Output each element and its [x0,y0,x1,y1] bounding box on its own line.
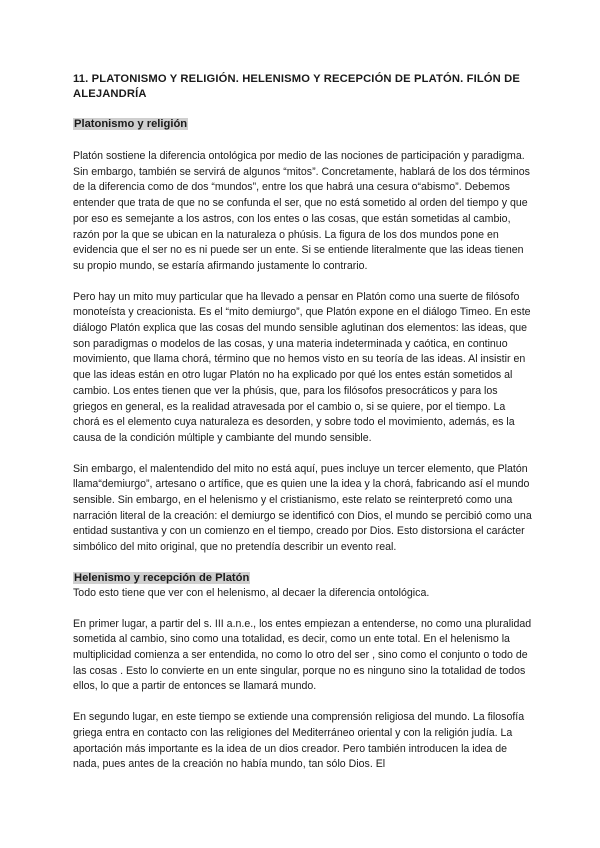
section-heading-helenismo [73,571,533,586]
document-body [73,72,533,773]
paragraph: En segundo lugar, en este tiempo se extiende una comprensión religiosa del mundo. La filosofía griega entra en contacto con las religiones del Mediterráneo oriental y con la religión judía. La aportación más importante es la idea de un dios creador. Pero también introducen la idea de nada, pues antes de la creación no había mundo, tan sólo Dios. El [73,711,525,771]
paragraph: Platón sostiene la diferencia ontológica por medio de las nociones de participación y paradigma. Sin embargo, también se servirá de algunos “mitos”. Concretamente, hablará de los dos términos de la diferencia como de dos “mundos”, entre los que habrá una cesura o“abismo”. Debemos entender que trata de que no se confunda el ser, que no está sometido al orden del tiempo y que por eso es semejante a los astros, con los entes o las cosas, que están sometidas al cambio, razón por la que se ubican en la naturaleza o phúsis. La figura de los dos mundos pone en evidencia que el ser no es ni puede ser un ente. Si se entiende literalmente que las ideas tienen su propio mundo, se estaría afirmando justamente lo contrario. [73,150,530,272]
section-heading-platonismo [73,117,533,132]
paragraph: Sin embargo, el malentendido del mito no está aquí, pues incluye un tercer elemento, que Platón llama“demiurgo”, artesano o artífice, que es quien une la idea y la chorá, fabricando así el mundo sensible. Sin embargo, en el helenismo y el cristianismo, este relato se reinterpretó como una narración literal de la creación: el demiurgo se identificó con Dios, el mundo se percibió como una entidad sustantiva y con un comienzo en el tiempo, creado por Dios. Esto distorsiona el carácter simbólico del mito original, que no pretendía describir un evento real. [73,462,532,554]
section-heading-text: Platonismo y religión [74,118,188,130]
paragraph: Pero hay un mito muy particular que ha llevado a pensar en Platón como una suerte de filósofo monoteísta y creacionista. Es el “mito demiurgo”, que Platón expone en el diálogo Timeo. En este diálogo Platón explica que las cosas del mundo sensible aglutinan dos elementos: las ideas, que son paradigmas o modelos de las cosas, y una materia indeterminada y caótica, en continuo movimiento, que llama chorá, término que no hemos visto en su teoría de las ideas. Al insistir en que las ideas están en otro lugar Platón no ha explicado por qué los entes están sometidos al cambio. Los entes tienen que ver la phúsis, que, para los filósofos presocráticos y para los griegos en general, es la realidad atravesada por el cambio o, si se quiere, por el tiempo. La chorá es el elemento cuya naturaleza es desorden, y sobre todo el movimiento, además, es la causa de la condición múltiple y cambiante del mundo sensible. [73,290,531,444]
paragraph: En primer lugar, a partir del s. III a.n.e., los entes empiezan a entenderse, no como una pluralidad sometida al cambio, sino como una totalidad, es decir, como un ente total. En el helenismo la multiplicidad comienza a ser entendida, no como lo otro del ser , sino como el conjunto o todo de las cosas . Esto lo convierte en un ente singular, porque no es ninguno sino la totalidad de todos ellos, lo que a partir de entonces se llamará mundo. [73,617,532,693]
section-heading-text: Helenismo y recepción de Platón [74,571,250,584]
document-title: 11. PLATONISMO Y RELIGIÓN. HELENISMO Y RECEPCIÓN DE PLATÓN. FILÓN DE ALEJANDRÍA [73,73,520,100]
paragraph: Todo esto tiene que ver con el helenismo, al decaer la diferencia ontológica. [73,586,430,599]
